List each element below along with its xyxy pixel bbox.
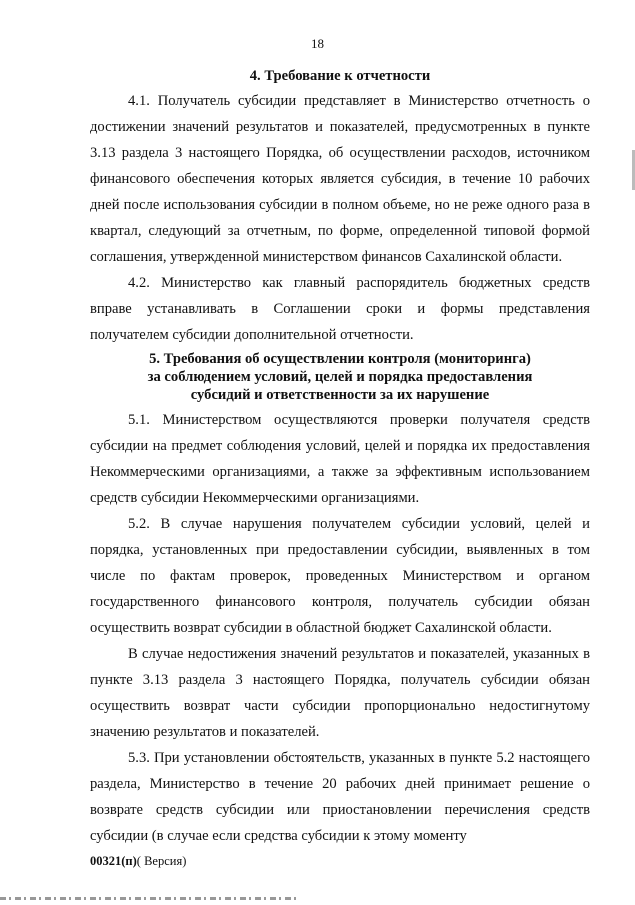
section-5-heading-line-1: 5. Требования об осуществлении контроля (мониторинга)	[149, 351, 531, 367]
scan-artifact-strip	[0, 897, 300, 900]
section-5-heading	[90, 350, 590, 404]
document-body	[90, 66, 590, 849]
page-number: 18	[311, 36, 324, 51]
document-footer	[90, 854, 186, 869]
section-5-heading-line-2: за соблюдением условий, целей и порядка предоставления	[147, 369, 533, 385]
paragraph-5-3: 5.3. При установлении обстоятельств, указанных в пункте 5.2 настоящего раздела, Министерство в течение 20 рабочих дней принимает решение о возврате средств субсидии или приостановлении перечисления средств субсидии (в случае если средства субсидии к этому моменту	[90, 750, 590, 844]
paragraph-5-2-cont: В случае недостижения значений результатов и показателей, указанных в пункте 3.13 раздела 3 настоящего Порядка, получатель субсидии обязан осуществить возврат части субсидии пропорционально недостигнутому значению результатов и показателей.	[90, 646, 590, 740]
paragraph-4-2: 4.2. Министерство как главный распорядитель бюджетных средств вправе устанавливать в Соглашении сроки и формы представления получателем субсидии дополнительной отчетности.	[90, 275, 590, 343]
paragraph-5-2: 5.2. В случае нарушения получателем субсидии условий, целей и порядка, установленных при предоставлении субсидии, выявленных в том числе по фактам проверок, проведенных Министерством и органом государственного финансового контроля, получатель субсидии обязан осуществить возврат субсидии в областной бюджет Сахалинской области.	[90, 516, 590, 636]
document-version: ( Версия)	[136, 854, 187, 868]
paragraph-4-1: 4.1. Получатель субсидии представляет в Министерство отчетность о достижении значений результатов и показателей, предусмотренных в пункте 3.13 раздела 3 настоящего Порядка, об осуществлении расходов, источником финансового обеспечения которых является субсидия, в течение 10 рабочих дней после использования субсидии в полном объеме, но не реже одного раза в квартал, следующий за отчетным, по форме, определенной типовой формой соглашения, утвержденной министерством финансов Сахалинской области.	[90, 93, 590, 265]
paragraph-5-1: 5.1. Министерством осуществляются проверки получателя средств субсидии на предмет соблюдения условий, целей и порядка их предоставления Некоммерческими организациями, а также за эффективным использованием средств субсидии Некоммерческими организациями.	[90, 412, 590, 506]
section-5-heading-line-3: субсидий и ответственности за их нарушение	[190, 387, 490, 403]
section-4-heading: 4. Требование к отчетности	[249, 68, 431, 84]
document-code: 00321(п)	[90, 854, 137, 868]
